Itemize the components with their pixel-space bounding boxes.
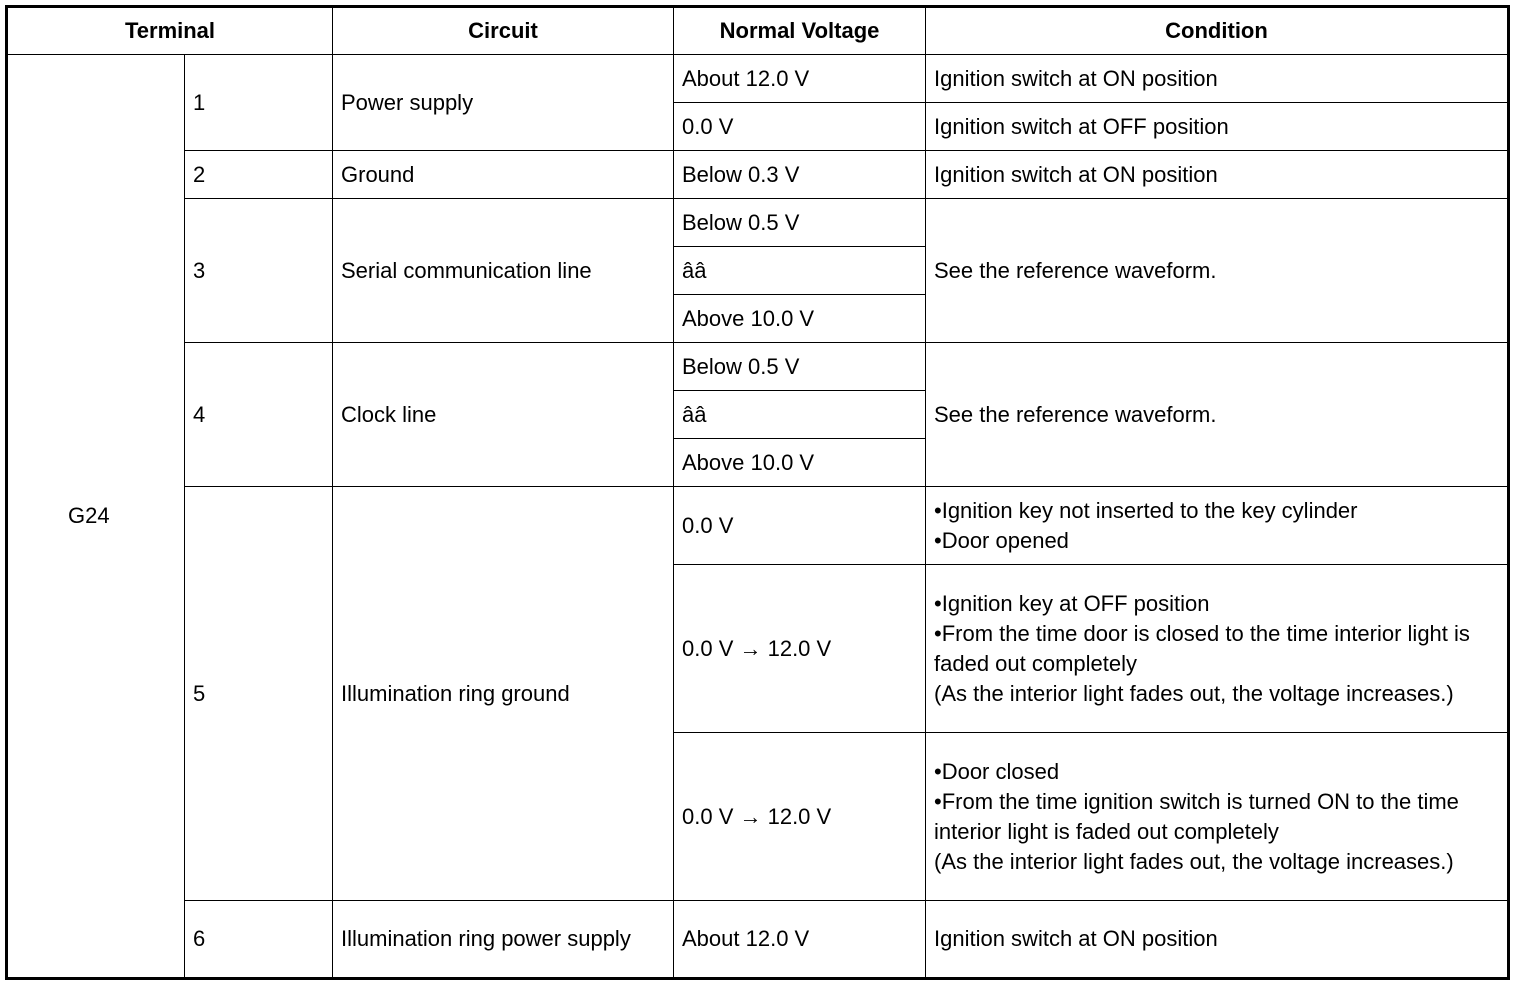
header-condition: Condition [926, 7, 1509, 55]
condition-line: •From the time door is closed to the time interior light is faded out completely [934, 620, 1470, 676]
table-row [7, 901, 1509, 979]
connector-cell: G24 [7, 55, 185, 979]
condition-cell [926, 733, 1509, 901]
terminal-voltage-table [5, 5, 1510, 980]
circuit-cell: Ground [333, 151, 674, 199]
condition-cell: Ignition switch at ON position [926, 151, 1509, 199]
condition-cell: Ignition switch at ON position [926, 55, 1509, 103]
condition-line: (As the interior light fades out, the voltage increases.) [934, 848, 1454, 874]
header-row [7, 7, 1509, 55]
voltage-cell: 0.0 V [674, 487, 926, 565]
condition-cell: See the reference waveform. [926, 343, 1509, 487]
condition-cell [926, 487, 1509, 565]
terminal-number: 6 [185, 901, 333, 979]
terminal-number: 2 [185, 151, 333, 199]
header-normal-voltage: Normal Voltage [674, 7, 926, 55]
voltage-cell: Below 0.5 V [674, 199, 926, 247]
voltage-cell: Above 10.0 V [674, 439, 926, 487]
circuit-cell: Illumination ring ground [333, 487, 674, 901]
terminal-number: 3 [185, 199, 333, 343]
circuit-cell: Power supply [333, 55, 674, 151]
table-row [7, 151, 1509, 199]
header-terminal: Terminal [7, 7, 333, 55]
condition-line: •Door opened [934, 527, 1069, 553]
condition-line: •From the time ignition switch is turned ON to the time interior light is faded out completely [934, 788, 1459, 844]
circuit-cell: Illumination ring power supply [333, 901, 674, 979]
circuit-cell: Serial communication line [333, 199, 674, 343]
terminal-number: 1 [185, 55, 333, 151]
table-row [7, 343, 1509, 391]
condition-cell: Ignition switch at ON position [926, 901, 1509, 979]
table-row [7, 487, 1509, 565]
voltage-cell: About 12.0 V [674, 55, 926, 103]
voltage-cell: 0.0 V → 12.0 V [674, 565, 926, 733]
voltage-cell: 0.0 V → 12.0 V [674, 733, 926, 901]
table-row [7, 55, 1509, 103]
voltage-cell: ââ [674, 391, 926, 439]
condition-cell: Ignition switch at OFF position [926, 103, 1509, 151]
voltage-cell: About 12.0 V [674, 901, 926, 979]
voltage-cell: 0.0 V [674, 103, 926, 151]
voltage-cell: ââ [674, 247, 926, 295]
voltage-cell: Below 0.3 V [674, 151, 926, 199]
condition-line: •Ignition key not inserted to the key cylinder [934, 497, 1358, 523]
terminal-number: 4 [185, 343, 333, 487]
condition-cell: See the reference waveform. [926, 199, 1509, 343]
condition-line: •Door closed [934, 758, 1060, 784]
circuit-cell: Clock line [333, 343, 674, 487]
terminal-number: 5 [185, 487, 333, 901]
header-circuit: Circuit [333, 7, 674, 55]
condition-line: (As the interior light fades out, the voltage increases.) [934, 680, 1454, 706]
table-row [7, 199, 1509, 247]
voltage-cell: Below 0.5 V [674, 343, 926, 391]
voltage-cell: Above 10.0 V [674, 295, 926, 343]
condition-cell [926, 565, 1509, 733]
condition-line: •Ignition key at OFF position [934, 590, 1210, 616]
